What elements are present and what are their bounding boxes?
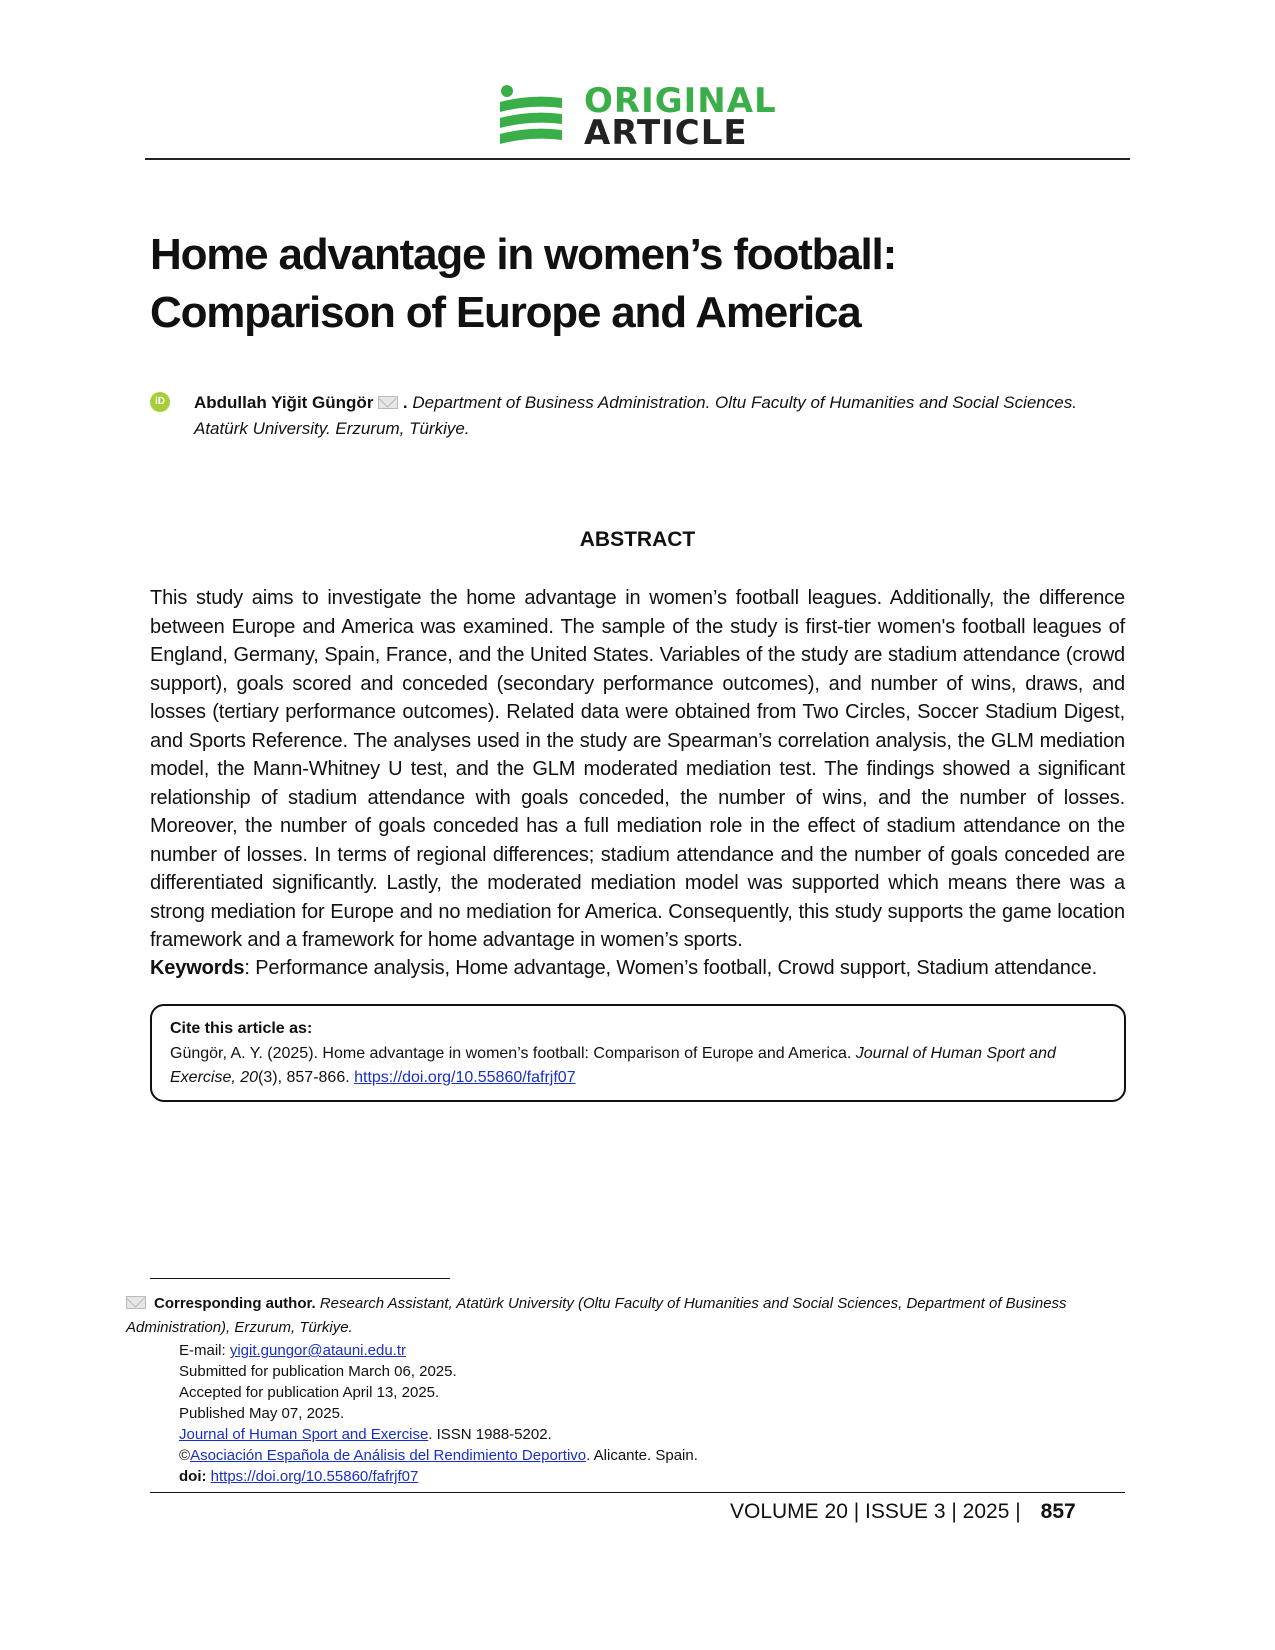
article-title: Home advantage in women’s football: Comparison of Europe and America	[150, 230, 897, 337]
submitted-date: Submitted for publication March 06, 2025.	[179, 1363, 457, 1380]
journal-link[interactable]: Journal of Human Sport and Exercise	[179, 1426, 429, 1443]
email-label: E-mail:	[179, 1342, 230, 1359]
issn: . ISSN 1988-5202.	[428, 1426, 552, 1443]
abstract-heading: ABSTRACT	[579, 528, 696, 551]
abstract-text: This study aims to investigate the home advantage in women’s football leagues. Additionally, the difference between Europe and America was examined. The sample of the study is first-tier women's football leagues of England, Germany, Spain, France, and the United States. Variables of the study are stadium attendance (crowd support), goals scored and conceded (secondary performance outcomes), and number of wins, draws, and losses (tertiary performance outcomes). Related data were obtained from Two Circles, Soccer Stadium Digest, and Sports Reference. The analyses used in the study are Spearman’s correlation analysis, the GLM mediation model, the Mann-Whitney U test, and the GLM moderated mediation test. The findings showed a significant relationship of stadium attendance with goals conceded, the number of wins, and the number of losses. Moreover, the number of goals conceded has a full mediation role in the effect of stadium attendance on the number of losses. In terms of regional differences; stadium attendance and the number of goals conceded are differentiated significantly. Lastly, the moderated mediation model was supported which means there was a strong mediation for Europe and no mediation for America. Consequently, this study supports the game location framework and a framework for home advantage in women’s sports.	[150, 587, 1125, 951]
corresponding-author-note	[126, 1292, 1126, 1340]
original-article-badge	[500, 81, 777, 153]
badge-line-original: ORIGINAL	[584, 81, 777, 121]
accepted-date: Accepted for publication April 13, 2025.	[179, 1384, 440, 1401]
email-link[interactable]: yigit.gungor@atauni.edu.tr	[229, 1342, 407, 1359]
citation-journal: Journal of Human Sport and Exercise, 20	[170, 1045, 1056, 1086]
keywords	[150, 954, 1140, 982]
affiliation-line-2: Atatürk University. Erzurum, Türkiye.	[194, 419, 470, 438]
association-link[interactable]: Asociación Española de Análisis del Rendimiento Deportivo	[190, 1447, 587, 1464]
corresponding-text: Research Assistant, Atatürk University (Oltu Faculty of Humanities and Social Sciences, Department of Business Administration), Erzurum, Türkiye.	[126, 1295, 1067, 1336]
keywords-label: Keywords	[150, 957, 245, 979]
corresponding-label: Corresponding author.	[154, 1295, 316, 1312]
location: . Alicante. Spain.	[586, 1447, 698, 1464]
doi-label: doi:	[179, 1468, 211, 1485]
footnote-rule	[150, 1278, 450, 1279]
page-number: 857	[1040, 1500, 1076, 1523]
badge-line-article: ARTICLE	[584, 113, 748, 153]
author-name: Abdullah Yiğit Güngör	[194, 393, 374, 412]
footer-volume-issue: VOLUME 20 | ISSUE 3 | 2025 |	[730, 1500, 1021, 1523]
citation-issue-pages: (3), 857-866.	[258, 1069, 355, 1086]
envelope-icon	[126, 1296, 146, 1309]
published-date: Published May 07, 2025.	[179, 1405, 345, 1422]
publication-details	[179, 1340, 1079, 1487]
header-rule	[145, 158, 1130, 160]
citation-text	[170, 1042, 1110, 1090]
citation-label: Cite this article as:	[170, 1020, 313, 1037]
citation-doi-link[interactable]: https://doi.org/10.55860/fafrjf07	[354, 1069, 576, 1086]
striped-flag-logo	[500, 84, 562, 150]
author-affiliation: Abdullah Yiğit Güngör . Department of Business Administration. Oltu Faculty of Humanities and Social Sciences. Atatürk University. Erzurum, Türkiye.	[194, 393, 1077, 438]
orcid-icon[interactable]: iD	[150, 392, 170, 412]
doi-line	[179, 1466, 1079, 1487]
footer-rule	[150, 1492, 1125, 1493]
copyright-symbol: ©	[179, 1447, 191, 1464]
envelope-icon[interactable]	[378, 396, 398, 409]
doi-link[interactable]: https://doi.org/10.55860/fafrjf07	[210, 1468, 419, 1485]
page-footer	[730, 1500, 1076, 1524]
affiliation-line-1: Department of Business Administration. Oltu Faculty of Humanities and Social Sciences.	[412, 393, 1077, 412]
journal-line	[179, 1424, 1079, 1445]
keywords-list: : Performance analysis, Home advantage, Women’s football, Crowd support, Stadium attendance.	[244, 957, 1097, 979]
copyright-line	[179, 1445, 1079, 1466]
citation-plain: Güngör, A. Y. (2025). Home advantage in women’s football: Comparison of Europe and America.	[170, 1045, 856, 1062]
email-line	[179, 1340, 1079, 1361]
